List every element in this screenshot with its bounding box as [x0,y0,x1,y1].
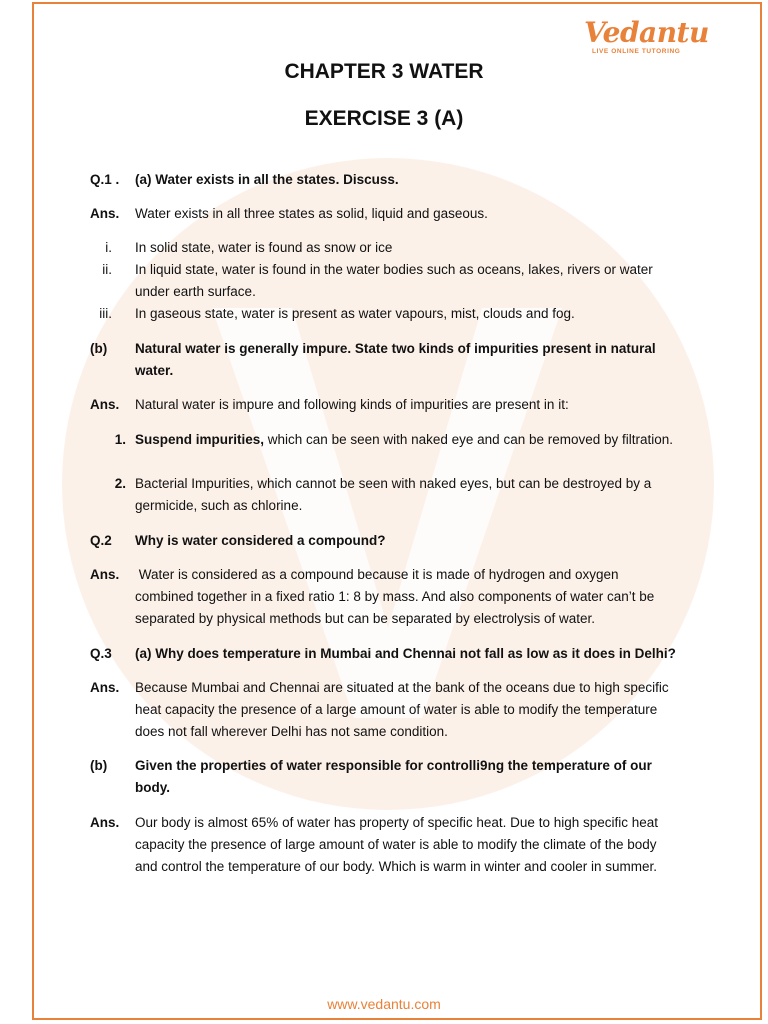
q3b-label: (b) [90,758,108,773]
footer-url[interactable]: www.vedantu.com [327,996,441,1012]
list-item-number: 2. [114,476,126,491]
vedantu-logo[interactable] [584,16,709,64]
logo-wordmark: Vedantu [584,16,709,49]
q3b-question: Given the properties of water responsible for controlli9ng the temperature of our body. [135,758,652,795]
answer-label: Ans. [90,397,120,412]
impurity-description: which can be seen with naked eye and can be removed by filtration. [264,432,674,447]
q3b-question-row [90,755,680,799]
list-item [90,237,680,259]
q3b-answer: Our body is almost 65% of water has property of specific heat. Due to high specific heat capacity the presence of large amount of water is able to modify the climate of the body and control the temperature of our body. Which is warm in winter and cooler in summer. [135,815,659,874]
list-item-number: iii. [99,306,112,321]
list-item-text: In liquid state, water is found in the water bodies such as oceans, lakes, rivers or water under earth surface. [135,262,653,299]
q1a-answer-row [90,203,680,225]
list-item-number: i. [105,240,112,255]
q2-question-row [90,530,680,552]
q1b-question-row [90,338,680,382]
list-item [90,429,680,473]
list-item-text: In gaseous state, water is present as water vapours, mist, clouds and fog. [135,306,575,321]
chapter-title: CHAPTER 3 WATER [284,60,484,83]
q1b-question: Natural water is generally impure. State two kinds of impurities present in natural water. [135,341,656,378]
q1a-question-row [90,169,680,191]
q3a-question-row [90,643,690,665]
q3a-answer-row [90,677,680,743]
q1b-answer-row [90,394,680,416]
q2-question: Why is water considered a compound? [135,533,386,548]
q2-answer: Water is considered as a compound because it is made of hydrogen and oxygen combined together in a fixed ratio 1: 8 by mass. And also components of water can’t be separated by physical methods but can be separated by electrolysis of water. [135,567,659,626]
answer-label: Ans. [90,815,120,830]
list-item-text: In solid state, water is found as snow or ice [135,240,393,255]
q1a-question: (a) Water exists in all the states. Discuss. [135,172,399,187]
q3b-answer-row [90,812,680,900]
list-item-text [135,429,680,451]
q1-label: Q.1 . [90,172,120,187]
q3-label: Q.3 [90,646,112,661]
q1a-answer: Water exists in all three states as solid, liquid and gaseous. [135,206,488,221]
answer-label: Ans. [90,567,120,582]
list-item-number: 1. [114,432,126,447]
list-item [90,259,680,303]
q2-label: Q.2 [90,533,112,548]
logo-tagline: LIVE ONLINE TUTORING [592,48,681,55]
list-item-number: ii. [102,262,112,277]
q3a-answer: Because Mumbai and Chennai are situated at the bank of the oceans due to high specific heat capacity the presence of a large amount of water is able to modify the temperature does not fall wherever Delhi has not same condition. [135,680,669,739]
q2-answer-row [90,564,680,630]
exercise-title: EXERCISE 3 (A) [304,107,464,130]
answer-label: Ans. [90,680,120,695]
list-item-text: Bacterial Impurities, which cannot be seen with naked eyes, but can be destroyed by a germicide, such as chlorine. [135,476,652,513]
impurity-term: Suspend impurities, [135,432,265,447]
answer-label: Ans. [90,206,120,221]
q1b-label: (b) [90,341,108,356]
list-item [90,303,680,325]
q3a-question: (a) Why does temperature in Mumbai and Chennai not fall as low as it does in Delhi? [135,646,676,661]
q1b-answer: Natural water is impure and following kinds of impurities are present in it: [135,397,569,412]
list-item [90,473,680,517]
